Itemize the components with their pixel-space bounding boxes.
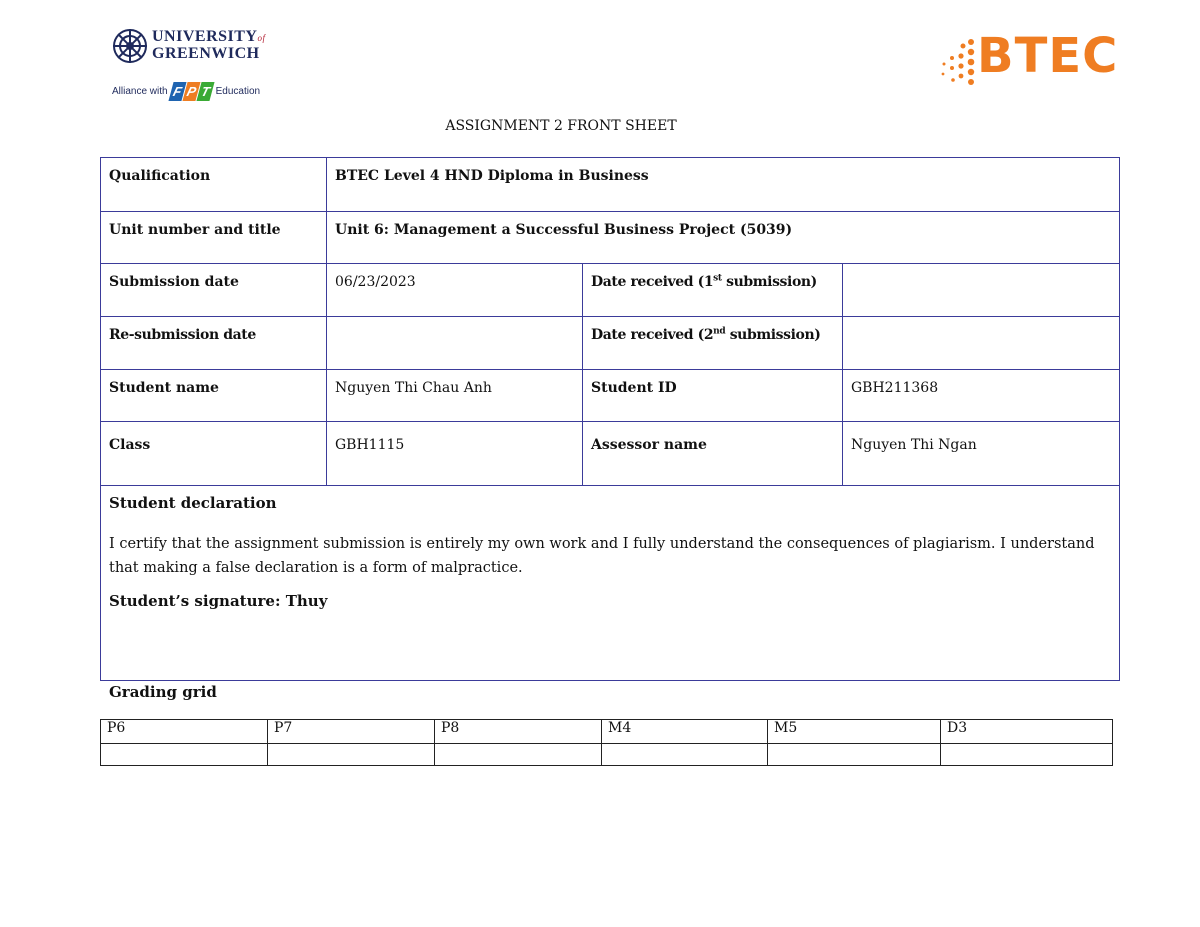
table-row — [101, 422, 1120, 486]
unit-value: Unit 6: Management a Successful Business Project (5039) — [327, 212, 1120, 264]
date-received-first-value — [843, 264, 1120, 317]
class-value: GBH1115 — [327, 422, 583, 486]
page-title: ASSIGNMENT 2 FRONT SHEET — [445, 118, 677, 134]
grade-value-p6 — [101, 744, 268, 766]
grade-value-d3 — [941, 744, 1113, 766]
btec-logo — [935, 28, 1125, 94]
table-row — [101, 158, 1120, 212]
resubmission-date-value — [327, 317, 583, 370]
assessor-value: Nguyen Thi Ngan — [843, 422, 1120, 486]
grade-header-p6: P6 — [101, 720, 268, 744]
fpt-logo: F P T — [171, 82, 213, 101]
unit-label: Unit number and title — [101, 212, 327, 264]
fpt-alliance-line: Alliance with F P T Education — [112, 83, 261, 99]
grading-value-row — [101, 744, 1113, 766]
grade-value-m5 — [768, 744, 941, 766]
grade-value-p8 — [435, 744, 602, 766]
declaration-row — [101, 486, 1120, 681]
student-name-value: Nguyen Thi Chau Anh — [327, 370, 583, 422]
grading-grid-table — [100, 719, 1113, 766]
greenwich-crest-icon — [112, 28, 148, 64]
grade-value-p7 — [268, 744, 435, 766]
submission-date-value: 06/23/2023 — [327, 264, 583, 317]
table-row — [101, 317, 1120, 370]
grade-header-p8: P8 — [435, 720, 602, 744]
date-received-second-label: Date received (2nd submission) — [583, 317, 843, 370]
grading-grid-title: Grading grid — [109, 683, 217, 701]
date-received-first-label: Date received (1st submission) — [583, 264, 843, 317]
front-sheet-table — [100, 157, 1120, 681]
grading-header-row — [101, 720, 1113, 744]
student-id-label: Student ID — [583, 370, 843, 422]
submission-date-label: Submission date — [101, 264, 327, 317]
grade-header-p7: P7 — [268, 720, 435, 744]
declaration-text: I certify that the assignment submission is entirely my own work and I fully understand the consequences of plagiarism. I understand that making a false declaration is a form of malpractice. — [109, 536, 1095, 576]
qualification-label: Qualification — [101, 158, 327, 212]
grade-header-d3: D3 — [941, 720, 1113, 744]
table-row — [101, 370, 1120, 422]
university-of-greenwich-logo — [112, 28, 277, 100]
grade-header-m4: M4 — [602, 720, 768, 744]
assessor-label: Assessor name — [583, 422, 843, 486]
student-name-label: Student name — [101, 370, 327, 422]
grade-header-m5: M5 — [768, 720, 941, 744]
student-signature: Student’s signature: Thuy — [109, 592, 328, 610]
resubmission-date-label: Re-submission date — [101, 317, 327, 370]
university-wordmark: UNIVERSITYof GREENWICH — [152, 28, 266, 62]
btec-wordmark: BTEC — [977, 28, 1119, 84]
student-declaration — [101, 486, 1120, 681]
grade-value-m4 — [602, 744, 768, 766]
declaration-title: Student declaration — [109, 494, 277, 512]
student-id-value: GBH211368 — [843, 370, 1120, 422]
table-row — [101, 264, 1120, 317]
qualification-value: BTEC Level 4 HND Diploma in Business — [327, 158, 1120, 212]
btec-dots-icon — [935, 36, 981, 88]
date-received-second-value — [843, 317, 1120, 370]
class-label: Class — [101, 422, 327, 486]
table-row — [101, 212, 1120, 264]
